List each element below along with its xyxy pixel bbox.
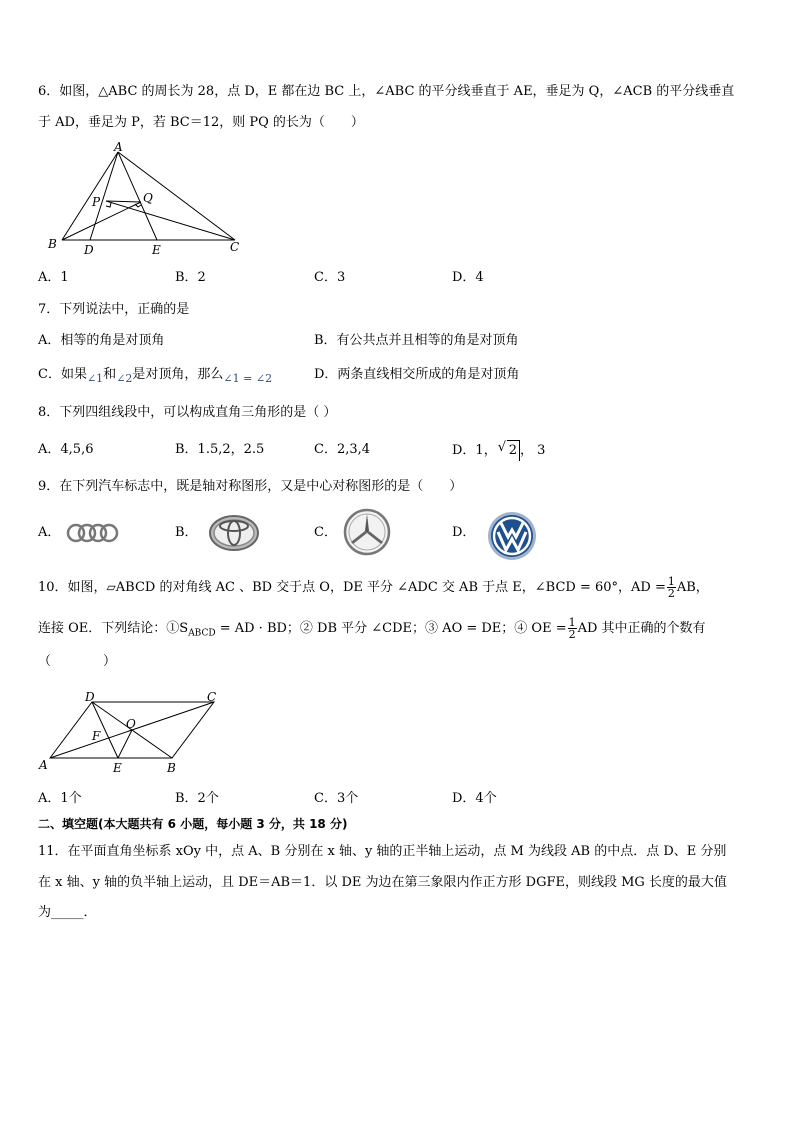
- q7-stem: 7．下列说法中，正确的是: [38, 302, 190, 317]
- q9-option-d: D．: [452, 525, 476, 540]
- q7-option-c-and: 和: [103, 367, 117, 382]
- q9-option-b: B．: [175, 525, 198, 540]
- q10-option-a: A．1个: [38, 791, 82, 806]
- q10-fraction-2-num: 1: [568, 616, 576, 629]
- q6-stem-line1: 6．如图，△ABC 的周长为 28，点 D，E 都在边 BC 上，∠ABC 的平分线垂直于 AE，垂足为 Q，∠ACB 的平分线垂直: [38, 84, 735, 99]
- q10-area-subscript: ABCD: [188, 628, 216, 639]
- q10-line2-start: 连接 OE．下列结论：①S: [38, 621, 189, 636]
- mercedes-logo-icon: [343, 508, 391, 556]
- q9-stem: 9．在下列汽车标志中，既是轴对称图形，又是中心对称图形的是（ ）: [38, 479, 463, 494]
- q10-fraction-1-num: 1: [667, 575, 675, 588]
- q10-label-F: F: [92, 729, 101, 743]
- q10-line1-start: 10．如图，: [38, 580, 107, 595]
- q10-line2-body: = AD · BD；② DB 平分 ∠CDE；③ AO = DE；④ OE =: [215, 621, 567, 636]
- q6-option-a: A．1: [38, 270, 69, 285]
- q6-label-Q: Q: [143, 191, 153, 205]
- q8-option-d-suffix: ， 3: [519, 443, 546, 458]
- q10-fraction-2-den: 2: [568, 628, 576, 641]
- q10-line1-end: AB，: [676, 580, 709, 595]
- q10-fraction-1: [667, 576, 676, 599]
- q11-stem-line2: 在 x 轴、y 轴的负半轴上运动，且 DE＝AB＝1．以 DE 为边在第三象限内作正方形 DGFE，则线段 MG 长度的最大值: [38, 875, 727, 890]
- q6-label-D: D: [84, 243, 94, 257]
- q6-label-P: P: [92, 195, 101, 209]
- q7-option-b: B．有公共点并且相等的角是对顶角: [314, 333, 519, 348]
- volkswagen-logo-icon: [487, 511, 537, 561]
- q8-option-d: [452, 440, 545, 461]
- q7-option-d: D．两条直线相交所成的角是对顶角: [314, 367, 520, 382]
- q6-option-b: B．2: [175, 270, 206, 285]
- q6-label-C: C: [230, 240, 240, 254]
- q10-stem-line3: （ ）: [38, 654, 117, 669]
- q8-option-c: C．2,3,4: [314, 442, 371, 457]
- q10-label-C: C: [207, 690, 217, 704]
- q10-fraction-2: [568, 617, 577, 640]
- q11-stem-line1: 11．在平面直角坐标系 xOy 中，点 A、B 分别在 x 轴、y 轴的正半轴上运动，点 M 为线段 AB 的中点．点 D、E 分别: [38, 844, 727, 859]
- q10-label-A: A: [39, 758, 48, 772]
- q10-option-c: C．3个: [314, 791, 359, 806]
- q9-option-c: C．: [314, 525, 337, 540]
- q10-label-E: E: [113, 761, 122, 775]
- q7-angle-equation: ∠1 = ∠2: [223, 372, 273, 385]
- q6-option-d: D．4: [452, 270, 484, 285]
- q10-stem-line1: [38, 576, 709, 599]
- q10-option-b: B．2个: [175, 791, 219, 806]
- q7-option-a: A．相等的角是对顶角: [38, 333, 165, 348]
- q11-stem-line3: 为_____．: [38, 905, 97, 920]
- q6-label-A: A: [114, 142, 123, 154]
- q7-option-c-middle: 是对顶角，那么: [132, 367, 224, 382]
- q10-label-D: D: [85, 690, 95, 704]
- q10-fraction-1-den: 2: [667, 587, 675, 600]
- q8-stem: 8．下列四组线段中，可以构成直角三角形的是（ ）: [38, 405, 337, 420]
- q8-option-b: B．1.5,2，2.5: [175, 442, 265, 457]
- section-2-heading: 二、填空题(本大题共有 6 小题，每小题 3 分，共 18 分): [38, 817, 348, 831]
- q8-option-a: A．4,5,6: [38, 442, 94, 457]
- q10-line1-body: ABCD 的对角线 AC 、BD 交于点 O，DE 平分 ∠ADC 交 AB 于点 E，∠BCD = 60°，AD =: [115, 580, 666, 595]
- q6-option-c: C．3: [314, 270, 346, 285]
- audi-logo-icon: [66, 522, 120, 544]
- q10-label-O: O: [126, 717, 136, 731]
- q8-sqrt-2: √ 2: [507, 440, 520, 461]
- q6-stem-line2: 于 AD，垂足为 P，若 BC＝12，则 PQ 的长为（ ）: [38, 115, 364, 130]
- q10-line2-end: AD 其中正确的个数有: [577, 621, 706, 636]
- q8-option-d-prefix: D．1，: [452, 443, 497, 458]
- parallelogram-icon: ▱: [106, 580, 116, 594]
- q6-triangle-figure: [40, 142, 250, 257]
- q10-option-d: D．4个: [452, 791, 497, 806]
- q6-label-E: E: [152, 243, 161, 257]
- q10-stem-line2: [38, 617, 706, 644]
- q7-angle-2: ∠2: [116, 372, 133, 385]
- toyota-logo-icon: [208, 514, 260, 552]
- q10-label-B: B: [167, 761, 176, 775]
- q7-angle-1: ∠1: [86, 372, 104, 385]
- q7-option-c: [38, 365, 272, 385]
- q10-parallelogram-figure: [36, 688, 226, 778]
- q6-label-B: B: [48, 237, 57, 251]
- q9-option-a: A．: [38, 525, 61, 540]
- q7-option-c-prefix: C．如果: [38, 367, 87, 382]
